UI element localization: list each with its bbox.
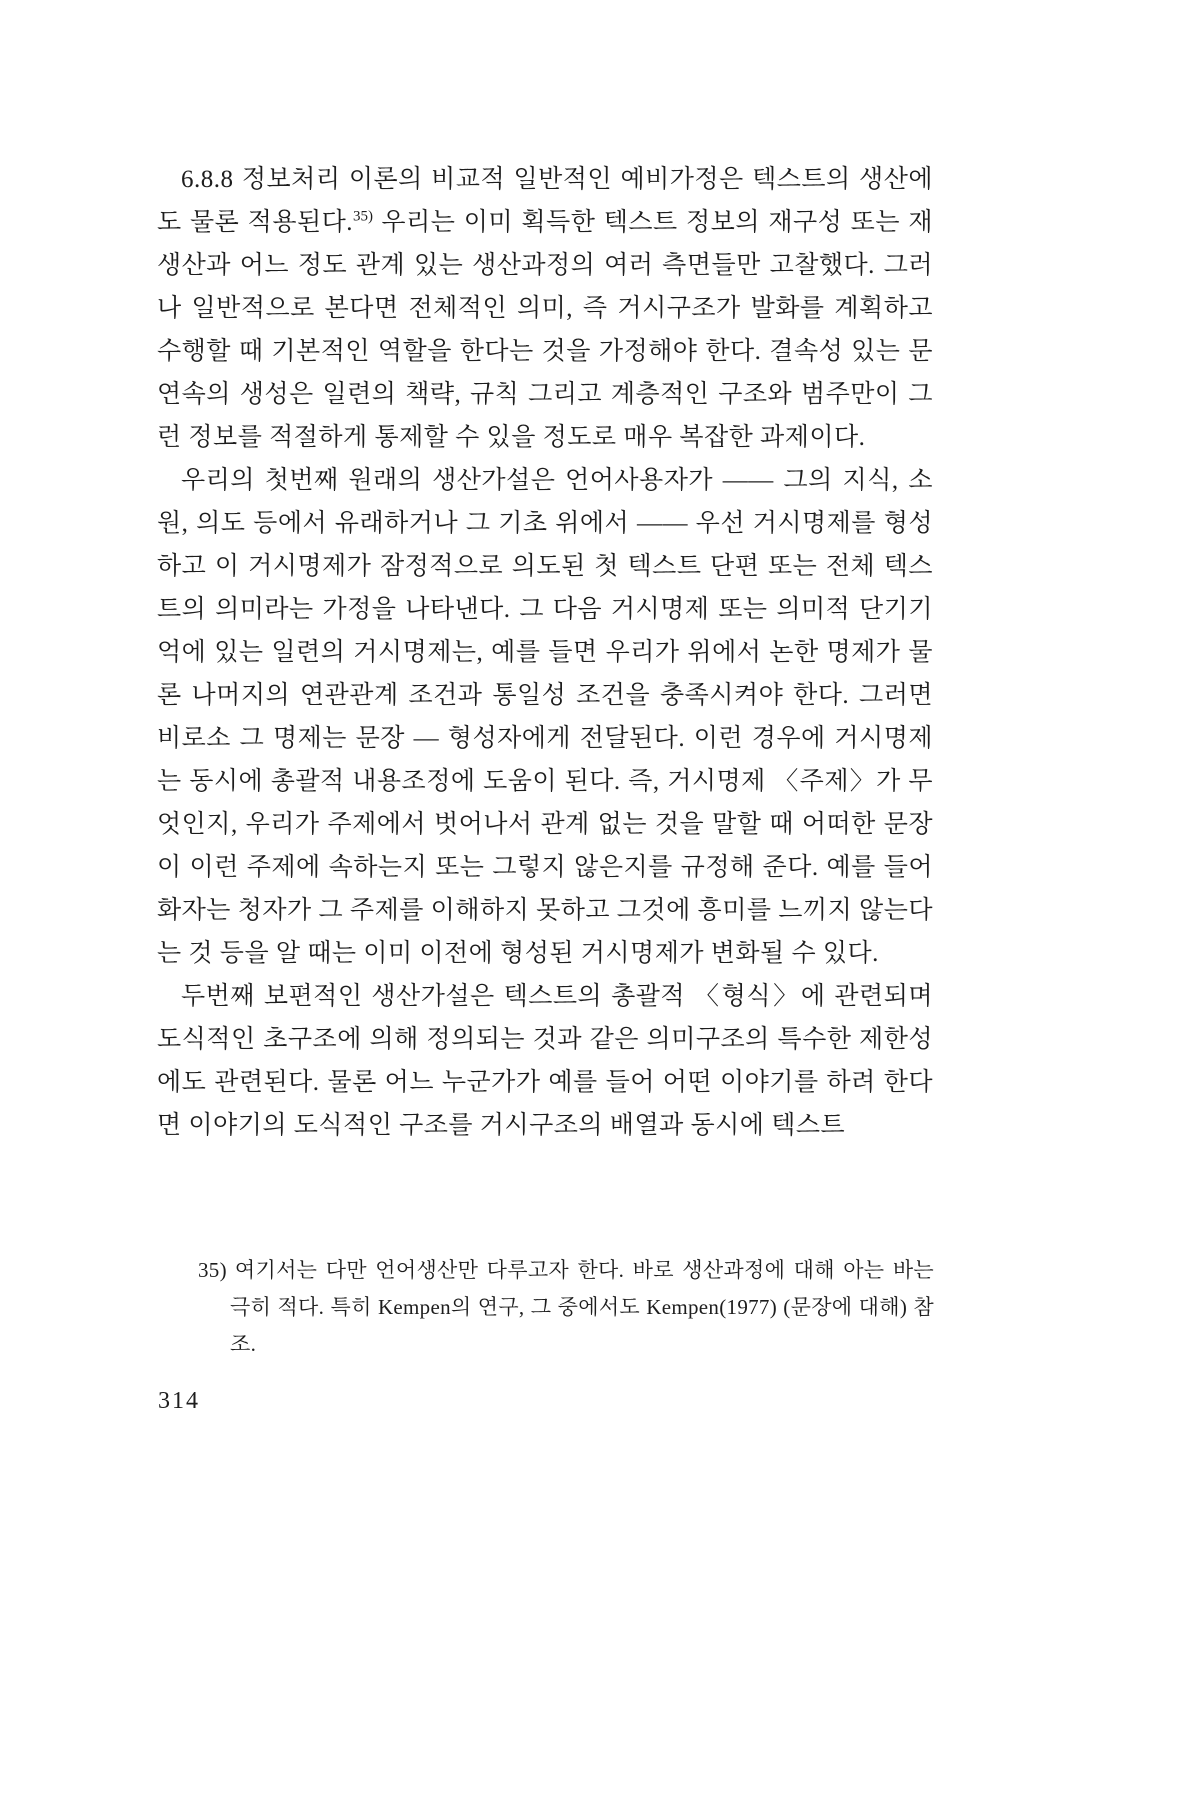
paragraph-section-6-8-8 (157, 158, 933, 459)
paragraph-first-production-hypothesis: 우리의 첫번째 원래의 생산가설은 언어사용자가 —— 그의 지식, 소원, 의도 등에서 유래하거나 그 기초 위에서 —— 우선 거시명제를 형성하고 이 거시명제가 잠정적으로 의도된 첫 텍스트 단편 또는 전체 텍스트의 의미라는 가정을 나타낸다. 그 다음 거시명제 또는 의미적 단기기억에 있는 일련의 거시명제는, 예를 들면 우리가 위에서 논한 명제가 물론 나머지의 연관관계 조건과 통일성 조건을 충족시켜야 한다. 그러면 비로소 그 명제는 문장 — 형성자에게 전달된다. 이런 경우에 거시명제는 동시에 총괄적 내용조정에 도움이 된다. 즉, 거시명제 〈주제〉가 무엇인지, 우리가 주제에서 벗어나서 관계 없는 것을 말할 때 어떠한 문장이 이런 주제에 속하는지 또는 그렇지 않은지를 규정해 준다. 예를 들어 화자는 청자가 그 주제를 이해하지 못하고 그것에 흥미를 느끼지 않는다는 것 등을 알 때는 이미 이전에 형성된 거시명제가 변화될 수 있다. (157, 467, 933, 967)
paragraph-second-production-hypothesis: 두번째 보편적인 생산가설은 텍스트의 총괄적 〈형식〉에 관련되며 도식적인 초구조에 의해 정의되는 것과 같은 의미구조의 특수한 제한성에도 관련된다. 물론 어느 누군가가 예를 들어 어떤 이야기를 하려 한다면 이야기의 도식적인 구조를 거시구조의 배열과 동시에 텍스트 (157, 983, 933, 1139)
footnote-area (198, 1252, 934, 1363)
footnote-label: 35) (198, 1258, 227, 1282)
paragraph-text: 6.8.8 정보처리 이론의 비교적 일반적인 예비가정은 텍스트의 생산에도 물론 적용된다. (157, 166, 933, 236)
footnote-text: 여기서는 다만 언어생산만 다루고자 한다. 바로 생산과정에 대해 아는 바는 극히 적다. 특히 Kempen의 연구, 그 중에서도 Kempen(1977) (문장에 대해) 참조. (230, 1258, 934, 1356)
body-text (157, 158, 933, 1147)
page-number: 314 (158, 1388, 200, 1414)
footnote-35 (198, 1252, 934, 1363)
footnote-reference-marker: 35) (353, 208, 374, 225)
paragraph-text: 우리는 이미 획득한 텍스트 정보의 재구성 또는 재생산과 어느 정도 관계 있는 생산과정의 여러 측면들만 고찰했다. 그러나 일반적으로 본다면 전체적인 의미, 즉 거시구조가 발화를 계획하고 수행할 때 기본적인 역할을 한다는 것을 가정해야 한다. 결속성 있는 문연속의 생성은 일련의 책략, 규칙 그리고 계층적인 구조와 범주만이 그런 정보를 적절하게 통제할 수 있을 정도로 매우 복잡한 과제이다. (157, 209, 933, 451)
